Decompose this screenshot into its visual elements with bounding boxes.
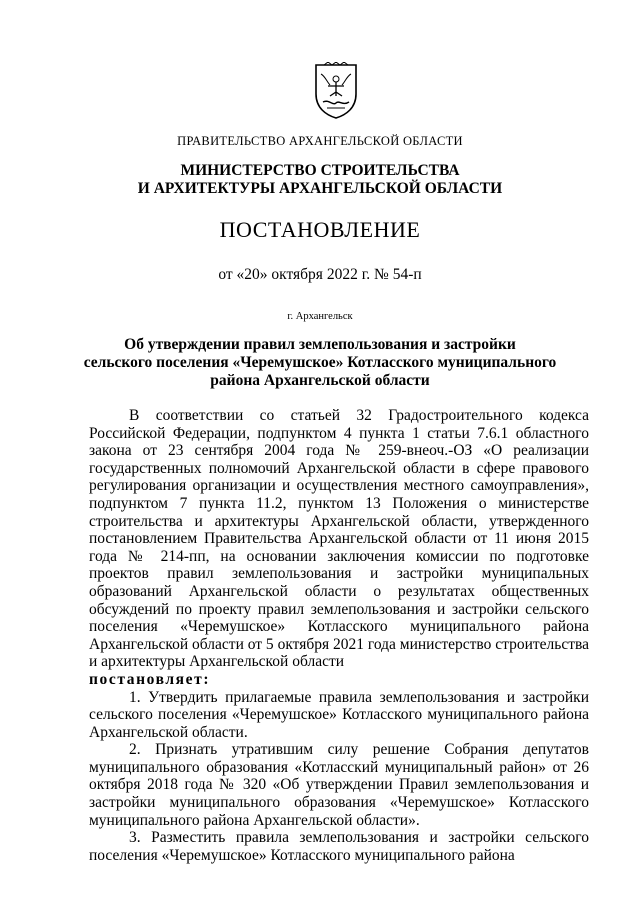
subject-line-1: Об утверждении правил землепользования и застройки: [124, 336, 516, 353]
document-date-number: от «20» октября 2022 г. № 54-п: [218, 266, 422, 283]
ministry-name: [0, 162, 640, 198]
resolves-word: постановляет: [89, 670, 204, 688]
coat-of-arms-icon: [313, 62, 359, 120]
resolves-line: [89, 671, 589, 689]
item-1-paragraph: 1. Утвердить прилагаемые правила землепользования и застройки сельского поселения «Черемушское» Котласского муниципального района Архангельской области.: [89, 688, 589, 741]
ministry-line-1: МИНИСТЕРСТВО СТРОИТЕЛЬСТВА: [180, 162, 460, 179]
resolves-colon: :: [203, 670, 209, 688]
ministry-line-2: И АРХИТЕКТУРЫ АРХАНГЕЛЬСКОЙ ОБЛАСТИ: [137, 180, 503, 197]
subject-line-2: сельского поселения «Черемушское» Котласского муниципального: [83, 354, 557, 371]
item-2-paragraph: 2. Признать утратившим силу решение Собрания депутатов муниципального образования «Котласский муниципальный район» от 26 октября 2018 года № 320 «Об утверждении Правил землепользования и застройки муниципального образования «Черемушское» Котласского муниципального района Архангельской области».: [89, 741, 589, 829]
subject-line-3: района Архангельской области: [210, 372, 430, 389]
document-subject: [0, 336, 640, 390]
document-type: ПОСТАНОВЛЕНИЕ: [219, 217, 421, 242]
preamble-paragraph: В соответствии со статьей 32 Градостроительного кодекса Российской Федерации, подпунктом 4 пункта 1 статьи 7.6.1 областного закона от 23 сентября 2004 года № 259-внеоч.-ОЗ «О реализации государственных полномочий Архангельской области в сфере правового регулирования организации и осуществления местного самоуправления», подпунктом 7 пункта 11.2, пунктом 13 Положения о министерстве строительства и архитектуры Архангельской области, утвержденного постановлением Правительства Архангельской области от 11 июня 2015 года № 214-пп, на основании заключения комиссии по подготовке проектов правил землепользования и застройки муниципальных образований Архангельской области о результатах общественных обсуждений по проекту правил землепользования и застройки сельского поселения «Черемушское» Котласского муниципального района Архангельской области от 5 октября 2021 года министерство строительства и архитектуры Архангельской области: [89, 407, 589, 671]
document-body: [89, 407, 589, 864]
item-3-paragraph: 3. Разместить правила землепользования и застройки сельского поселения «Черемушское» Котласского муниципального района: [89, 829, 589, 864]
government-name: ПРАВИТЕЛЬСТВО АРХАНГЕЛЬСКОЙ ОБЛАСТИ: [177, 134, 463, 148]
document-city: г. Архангельск: [287, 311, 353, 322]
